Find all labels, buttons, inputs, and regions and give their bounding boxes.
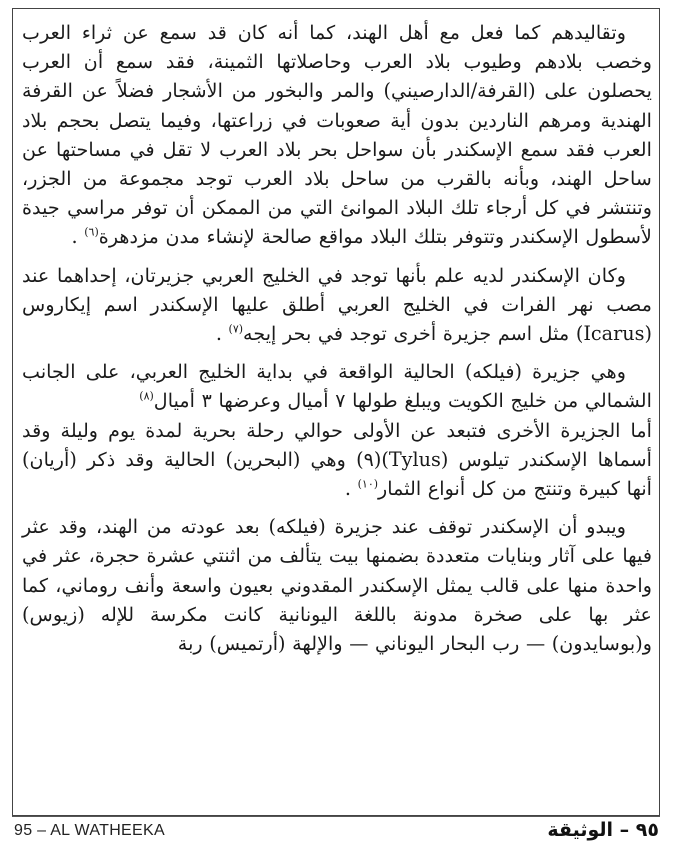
line: أما الجزيرة الأخرى فتبعد عن الأولى حوالي رحلة بحرية لمدة يوم وليلة وقد (22, 418, 652, 442)
footnote-ref: (١٠) (357, 477, 379, 491)
line: للإله (زيوس) و(بوسايدون) — رب البحار اليوناني — والإلهة (أرتميس) ربة (22, 602, 652, 656)
line: (Icarus) مثل اسم جزيرة أخرى توجد في بحر إيجه (243, 322, 652, 346)
line: أسماها الإسكندر تيلوس (Tylus)(٩) وهي (البحرين) الحالية وقد ذكر (أريان) (22, 447, 652, 471)
page-number-latin: 95 – AL WATHEEKA (14, 822, 165, 839)
footnote-ref: (٨) (139, 390, 154, 404)
line: الهندية ومرهم الناردين بدون أية صعوبات في زراعتها، وفيما يتصل بحجم (56, 108, 652, 132)
sentence-end: . (344, 477, 351, 501)
paragraph-2 (22, 261, 652, 349)
line: الجانب الشمالي من خليج الكويت ويبلغ طولها ٧ أميال وعرضها ٣ أميال (22, 360, 652, 413)
line: حجرة، عثر في واحدة منها على قالب يمثل الإسكندر المقدوني بعيون واسعة (22, 544, 652, 597)
footer-divider (12, 816, 660, 817)
footnote-ref: (٧) (228, 322, 244, 336)
line: يحصلون على (القرفة/الدارصيني) والمر والبخور من الأشجار فضلاً عن القرفة (22, 79, 652, 103)
paragraph-3-continued (22, 416, 652, 504)
line: عند مصب نهر الفرات في الخليج العربي أطلق عليها الإسكندر اسم إيكاروس (22, 263, 652, 316)
line: بلاد العرب فقد سمع الإسكندر بأن سواحل بحر بلاد العرب لا تقل في (22, 108, 652, 161)
article-body (22, 18, 652, 808)
line: وهي جزيرة (فيلكه) الحالية الواقعة في بداية الخليج العربي، على (85, 360, 626, 384)
page-footer (14, 819, 659, 848)
line: وخصب بلادهم وطيوب بلاد العرب وحاصلاتها الثمينة، فقد سمع أن العرب (22, 50, 652, 74)
paragraph-1 (22, 18, 652, 252)
line: توفر مراسي جيدة لأسطول الإسكندر وتتوفر بتلك البلاد مواقع صالحة لإنشاء (22, 196, 652, 249)
line: وكان الإسكندر لديه علم بأنها توجد في الخليج العربي جزيرتان، إحداهما (57, 263, 626, 287)
footnote-ref: (٦) (84, 226, 99, 240)
line: مجموعة من الجزر، وتنتشر في كل أرجاء تلك البلاد الموانئ التي من الممكن أن (22, 167, 652, 220)
line: مساحتها عن ساحل الهند، وبأنه بالقرب من ساحل بلاد العرب توجد (22, 137, 652, 191)
line: ويبدو أن الإسكندر توقف عند جزيرة (فيلكه) بعد عودته من الهند، وقد (58, 515, 626, 539)
page-number-arabic: ٩٥ – الوثيقة (547, 819, 659, 841)
line: عثر فيها على آثار وبنايات متعددة بضمنها بيت يتألف من اثنتي عشرة (22, 515, 652, 568)
line: أنها كبيرة وتنتج من كل أنواع الثمار (378, 477, 652, 501)
sentence-end: . (215, 322, 222, 346)
paragraph-3 (22, 357, 652, 415)
sentence-end: . (71, 225, 78, 249)
paragraph-4 (22, 512, 652, 658)
line: وتقاليدهم كما فعل مع أهل الهند، كما أنه كان قد سمع عن ثراء العرب (22, 21, 626, 44)
line: وأنف روماني، كما عثر بها على صخرة مدونة باللغة اليونانية كانت مكرسة (22, 573, 652, 626)
line: مدن مزدهرة (98, 225, 200, 249)
